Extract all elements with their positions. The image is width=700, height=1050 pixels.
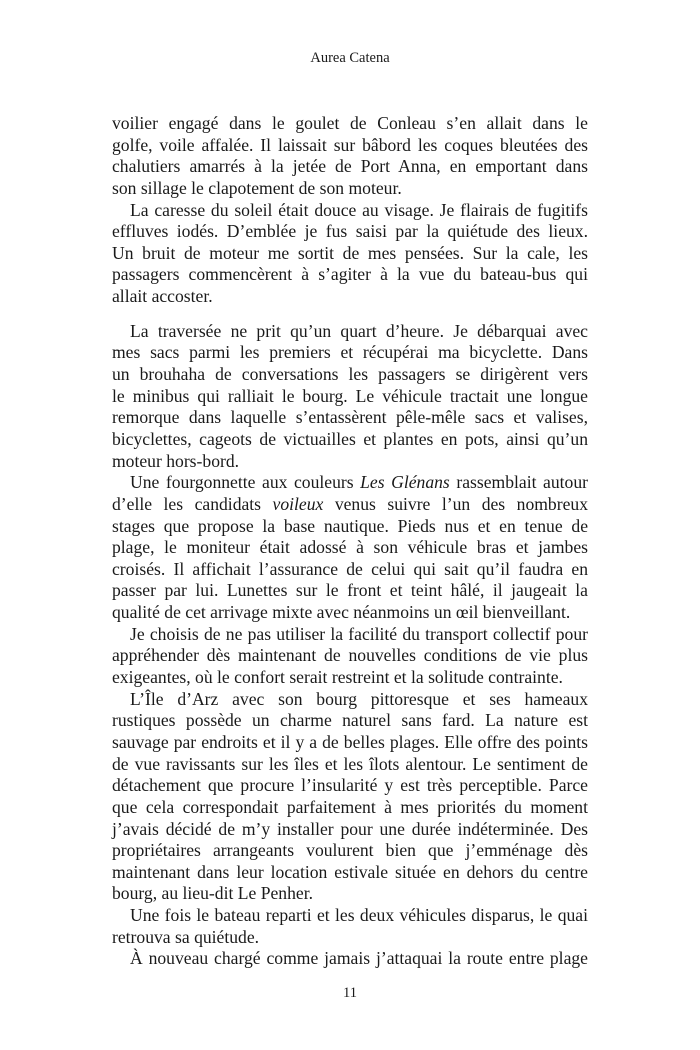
- italic-text: Les Glénans: [360, 472, 450, 493]
- paragraph: [112, 200, 588, 308]
- text-line: le minibus qui ralliait le bourg. Le véhicule tractait une longue: [112, 385, 588, 406]
- text-line: [112, 494, 588, 516]
- paragraph: [112, 113, 588, 200]
- text-line: exigeantes, où le confort serait restreint et la solitude contrainte.: [112, 667, 563, 688]
- text-line: croisés. Il affichait l’assurance de celui qui sait qu’il faudra en: [112, 558, 588, 579]
- italic-text: voileux: [272, 493, 324, 514]
- text-line: plage, le moniteur était adossé à son véhicule bras et jambes: [112, 537, 588, 558]
- paragraph: [112, 321, 588, 472]
- running-header: Aurea Catena: [310, 50, 390, 66]
- text-line: La caresse du soleil était douce au visage. Je flairais de fugitifs: [130, 199, 588, 220]
- body-text: [112, 113, 588, 970]
- paragraph: [112, 905, 588, 948]
- text-span: d’elle les candidats: [112, 493, 273, 514]
- text-line: À nouveau chargé comme jamais j’attaquai la route entre plage: [130, 948, 588, 969]
- text-line: maintenant dans leur location estivale située en dehors du centre: [112, 861, 588, 882]
- text-line: voilier engagé dans le goulet de Conleau s’en allait dans le: [112, 113, 588, 133]
- text-line: L’Île d’Arz avec son bourg pittoresque et ses hameaux: [130, 688, 588, 709]
- text-line: Un bruit de moteur me sortit de mes pensées. Sur la cale, les: [112, 242, 588, 263]
- text-line: Une fois le bateau reparti et les deux véhicules disparus, le quai: [130, 905, 588, 926]
- text-line: allait accoster.: [112, 286, 213, 307]
- text-line: Je choisis de ne pas utiliser la facilité du transport collectif pour: [130, 623, 588, 644]
- text-line: de vue ravissants sur les îles et les îlots alentour. Le sentiment de: [112, 753, 588, 774]
- text-line: détachement que procure l’insularité y est très perceptible. Parce: [112, 775, 588, 796]
- text-line: mes sacs parmi les premiers et récupérai ma bicyclette. Dans: [112, 342, 588, 363]
- text-line: un brouhaha de conversations les passagers se dirigèrent vers: [112, 364, 588, 385]
- text-span: venus suivre l’un des nombreux: [323, 493, 588, 514]
- text-line: effluves iodés. D’emblée je fus saisi par la quiétude des lieux.: [112, 221, 588, 242]
- paragraph: [112, 948, 588, 970]
- text-line: passer par lui. Lunettes sur le front et teint hâlé, il jaugeait la: [112, 580, 588, 601]
- text-line: remorque dans laquelle s’entassèrent pêle-mêle sacs et valises,: [112, 407, 588, 428]
- text-line: [112, 472, 588, 494]
- text-line: appréhender dès maintenant de nouvelles conditions de vie plus: [112, 645, 588, 666]
- text-line: bicyclettes, cageots de victuailles et plantes en pots, ainsi qu’un: [112, 428, 588, 449]
- text-line: son sillage le clapotement de son moteur.: [112, 177, 402, 198]
- page-number: 11: [343, 985, 357, 1001]
- text-line: sauvage par endroits et il y a de belles plages. Elle offre des points: [112, 731, 588, 752]
- text-line: chalutiers amarrés à la jetée de Port Anna, en emportant dans: [112, 156, 588, 177]
- text-line: que cela correspondait parfaitement à mes priorités du moment: [112, 796, 588, 817]
- text-line: moteur hors-bord.: [112, 450, 240, 471]
- text-line: rustiques possède un charme naturel sans fard. La nature est: [112, 710, 588, 731]
- text-span: rassemblait autour: [449, 472, 588, 493]
- text-line: golfe, voile affalée. Il laissait sur bâbord les coques bleutées des: [112, 134, 588, 155]
- paragraph: [112, 472, 588, 623]
- text-line: passagers commencèrent à s’agiter à la vue du bateau-bus qui: [112, 264, 588, 285]
- text-line: j’avais décidé de m’y installer pour une durée indéterminée. Des: [112, 818, 588, 839]
- paragraph: [112, 689, 588, 905]
- text-line: La traversée ne prit qu’un quart d’heure. Je débarquai avec: [130, 320, 588, 341]
- text-line: stages que propose la base nautique. Pieds nus et en tenue de: [112, 515, 588, 536]
- text-span: Une fourgonnette aux couleurs: [130, 472, 361, 493]
- text-line: retrouva sa quiétude.: [112, 926, 260, 947]
- paragraph: [112, 624, 588, 689]
- text-line: bourg, au lieu-dit Le Penher.: [112, 883, 313, 904]
- text-line: propriétaires arrangeants voulurent bien que j’emménage dès: [112, 840, 588, 861]
- text-line: qualité de cet arrivage mixte avec néanmoins un œil bienveillant.: [112, 602, 571, 623]
